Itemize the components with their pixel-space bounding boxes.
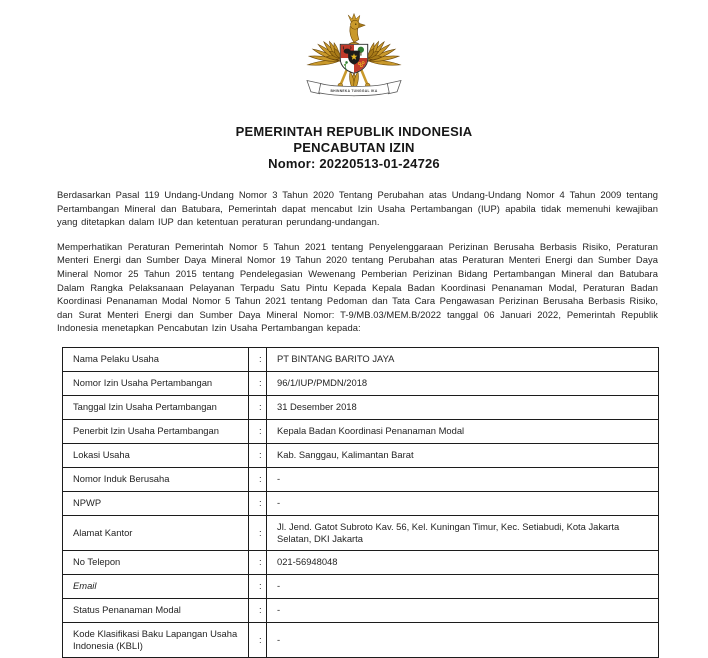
row-value: -	[267, 574, 659, 598]
row-separator: :	[249, 371, 267, 395]
pancasila-shield	[340, 44, 367, 73]
garuda-wing-right	[366, 41, 400, 67]
row-label: Tanggal Izin Usaha Pertambangan	[63, 395, 249, 419]
row-separator: :	[249, 550, 267, 574]
row-value: PT BINTANG BARITO JAYA	[267, 347, 659, 371]
row-separator: :	[249, 467, 267, 491]
table-row-lokasi-usaha	[63, 443, 659, 467]
document-title: PEMERINTAH REPUBLIK INDONESIA	[235, 124, 473, 139]
row-label: No Telepon	[63, 550, 249, 574]
row-label: NPWP	[63, 491, 249, 515]
table-row-npwp	[63, 491, 659, 515]
row-separator: :	[249, 515, 267, 550]
row-separator: :	[249, 443, 267, 467]
garuda-leg-right	[361, 69, 368, 86]
row-value: -	[267, 491, 659, 515]
row-separator: :	[249, 574, 267, 598]
row-label: Nomor Induk Berusaha	[63, 467, 249, 491]
document-body	[0, 188, 708, 658]
table-row-no-telepon	[63, 550, 659, 574]
table-row-email	[63, 574, 659, 598]
row-separator: :	[249, 622, 267, 657]
garuda-head	[348, 13, 365, 42]
paragraph-considerations: Memperhatikan Peraturan Pemerintah Nomor 5 Tahun 2021 tentang Penyelenggaraan Perizinan Berusaha Berbasis Risiko, Peraturan Menteri Energi dan Sumber Daya Mineral Nomor 19 Tahun 2020 tentang Perubahan atas Peraturan Menteri Energi dan Sumber Daya Mineral Nomor 25 Tahun 2015 tentang Pendelegasian Wewenang Pemberian Perizinan Bidang Pertambangan Mineral dan Batubara Dalam Rangka Pelaksanaan Pelayanan Terpadu Satu Pintu Kepada Kepala Badan Koordinasi Penanaman Modal, Peraturan Badan Koordinasi Penanaman Modal Nomor 5 Tahun 2021 tentang Pedoman dan Tata Cara Pengawasan Perizinan Berusaha Berbasis Risiko, dan Surat Menteri Energi dan Sumber Daya Mineral Nomor: T-9/MB.03/MEM.B/2022 tanggal 06 Januari 2022, Pemerintah Republik Indonesia menetapkan Pencabutan Izin Usaha Pertambangan kepada:	[57, 240, 658, 334]
garuda-leg-left	[340, 69, 347, 86]
table-row-nib	[63, 467, 659, 491]
license-details-table	[62, 347, 659, 658]
garuda-pancasila-emblem	[292, 12, 416, 106]
row-label: Kode Klasifikasi Baku Lapangan Usaha Indonesia (KBLI)	[63, 622, 249, 657]
motto-text: BHINNEKA TUNGGAL IKA	[330, 88, 378, 93]
table-row-penerbit-iup	[63, 419, 659, 443]
row-label: Alamat Kantor	[63, 515, 249, 550]
row-separator: :	[249, 598, 267, 622]
document-number: Nomor: 20220513-01-24726	[268, 156, 440, 171]
row-value: 96/1/IUP/PMDN/2018	[267, 371, 659, 395]
emblem-container	[0, 0, 708, 111]
row-separator: :	[249, 395, 267, 419]
row-label: Lokasi Usaha	[63, 443, 249, 467]
row-value: -	[267, 598, 659, 622]
table-row-status-penanaman-modal	[63, 598, 659, 622]
row-value: 31 Desember 2018	[267, 395, 659, 419]
row-label: Penerbit Izin Usaha Pertambangan	[63, 419, 249, 443]
row-label: Status Penanaman Modal	[63, 598, 249, 622]
row-label: Nama Pelaku Usaha	[63, 347, 249, 371]
row-separator: :	[249, 347, 267, 371]
document-subtitle: PENCABUTAN IZIN	[293, 140, 415, 155]
row-separator: :	[249, 419, 267, 443]
row-value: 021-56948048	[267, 550, 659, 574]
row-separator: :	[249, 491, 267, 515]
table-row-kbli	[63, 622, 659, 657]
row-label: Nomor Izin Usaha Pertambangan	[63, 371, 249, 395]
row-value: -	[267, 467, 659, 491]
garuda-wing-left	[307, 41, 341, 67]
table-row-nama-pelaku-usaha	[63, 347, 659, 371]
document-header	[0, 124, 708, 172]
row-label: Email	[63, 574, 249, 598]
paragraph-legal-basis: Berdasarkan Pasal 119 Undang-Undang Nomor 3 Tahun 2020 Tentang Perubahan atas Undang-Undang Nomor 4 Tahun 2009 tentang Pertambangan Mineral dan Batubara, Pemerintah dapat mencabut Izin Usaha Pertambangan (IUP) apabila tidak memenuhi kewajiban yang ditetapkan dalam IUP dan ketentuan peraturan perundang-undangan.	[57, 189, 658, 228]
table-row-tanggal-iup	[63, 395, 659, 419]
row-value: -	[267, 622, 659, 657]
table-row-alamat-kantor	[63, 515, 659, 550]
row-value: Kab. Sanggau, Kalimantan Barat	[267, 443, 659, 467]
row-value: Kepala Badan Koordinasi Penanaman Modal	[267, 419, 659, 443]
table-row-nomor-iup	[63, 371, 659, 395]
row-value: Jl. Jend. Gatot Subroto Kav. 56, Kel. Kuningan Timur, Kec. Setiabudi, Kota Jakarta Selatan, DKI Jakarta	[267, 515, 659, 550]
